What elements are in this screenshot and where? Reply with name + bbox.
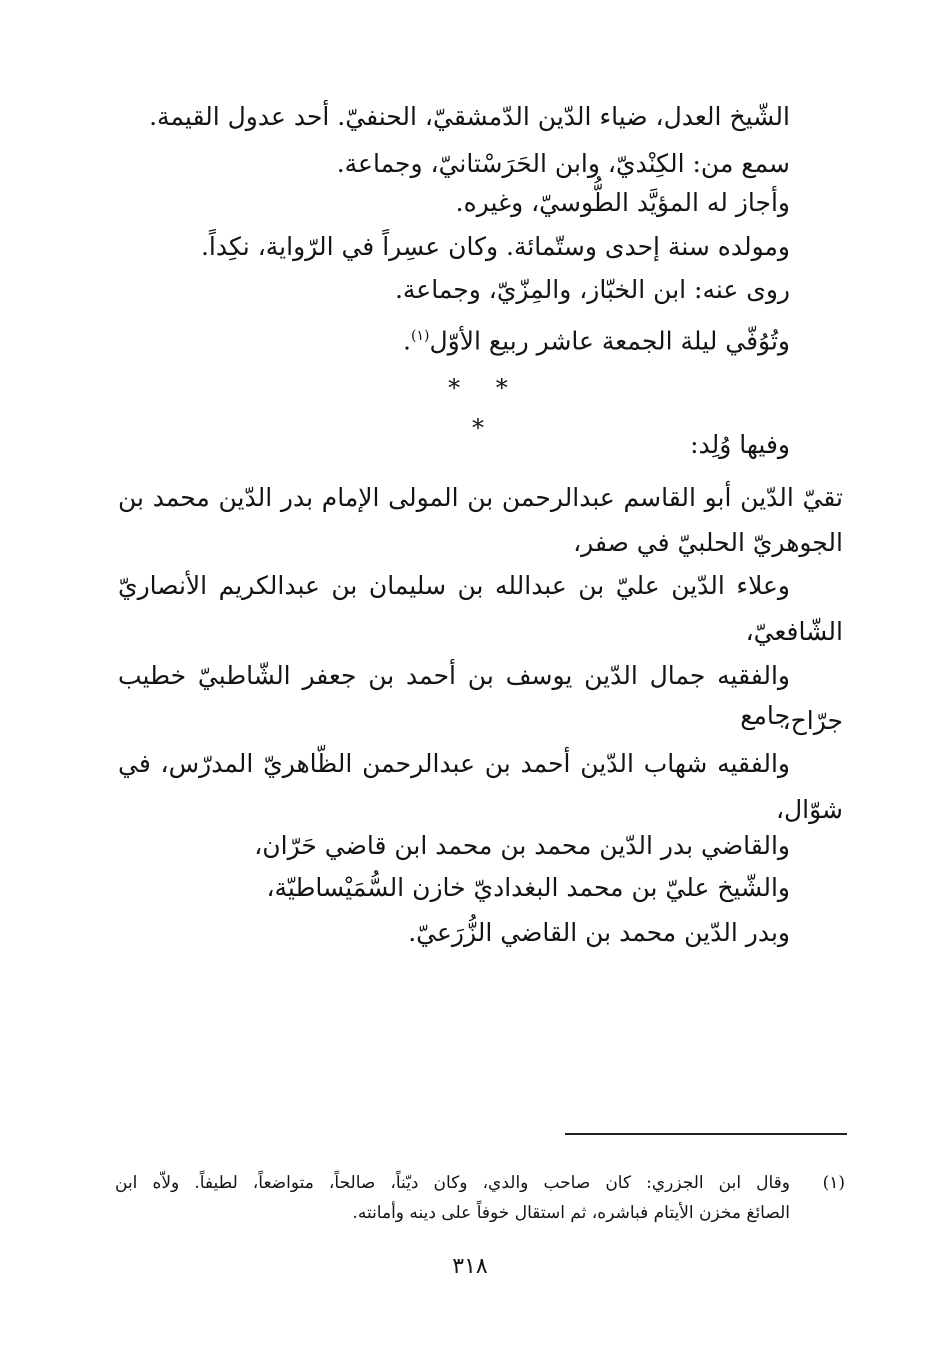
births-heading: وفيها وُلِد: — [690, 430, 790, 459]
entry-line-4: ومولده سنة إحدى وستّمائة. وكان عسِراً في الرّواية، نكِداً. — [200, 232, 790, 261]
footnote-reference: (١) — [411, 328, 430, 344]
birth-item-1-line-2: الجوهريّ الحلبيّ في صفر، — [573, 528, 843, 557]
final-period: . — [403, 326, 411, 356]
footnote-line-2: الصائغ مخزن الأيتام فباشره، ثم استقال خوفاً على دينه وأمانته. — [352, 1203, 790, 1223]
birth-item-3-line-2: جرّاح، — [782, 706, 843, 735]
death-date-text: وتُوُفّي ليلة الجمعة عاشر ربيع الأوّل — [429, 326, 790, 356]
birth-item-4-line-2: شوّال، — [775, 795, 843, 824]
birth-short-line-2: والشّيخ عليّ بن محمد البغداديّ خازن السُّمَيْساطيّة، — [266, 873, 790, 902]
footnote-line-1: وقال ابن الجزري: كان صاحب والدي، وكان ديّناً، صالحاً، متواضعاً، لطيفاً. ولاّه ابن — [115, 1173, 790, 1193]
entry-line-1: الشّيخ العدل، ضياء الدّين الدّمشقيّ، الحنفيّ. أحد عدول القيمة. — [149, 102, 790, 131]
entry-line-6 — [403, 316, 790, 361]
birth-item-4-line-1: والفقيه شهاب الدّين أحمد بن عبدالرحمن الظّاهريّ المدرّس، في — [118, 749, 790, 778]
birth-item-1-line-1: تقيّ الدّين أبو القاسم عبدالرحمن بن المولى الإمام بدر الدّين محمد بن — [118, 483, 843, 512]
birth-short-line-3: وبدر الدّين محمد بن القاضي الزُّرَعيّ. — [408, 918, 790, 947]
footnote-divider — [565, 1133, 847, 1135]
entry-line-2: سمع من: الكِنْديّ، وابن الحَرَسْتانيّ، وجماعة. — [336, 149, 790, 178]
birth-item-2-line-2: الشّافعيّ، — [745, 617, 843, 646]
section-separator: * * * — [448, 374, 522, 442]
footnote-number: (١) — [822, 1173, 845, 1193]
birth-item-3-line-1: والفقيه جمال الدّين يوسف بن أحمد بن جعفر الشّاطبيّ خطيب جامع — [118, 661, 790, 730]
entry-line-3: وأجاز له المؤيَّد الطُّوسيّ، وغيره. — [455, 188, 790, 217]
page-number: ٣١٨ — [452, 1254, 488, 1279]
birth-short-line-1: والقاضي بدر الدّين محمد بن محمد ابن قاضي حَرّان، — [254, 831, 790, 860]
birth-item-2-line-1: وعلاء الدّين عليّ بن عبدالله بن سليمان بن عبدالكريم الأنصاريّ — [118, 571, 790, 600]
entry-line-5: روى عنه: ابن الخبّاز، والمِزّيّ، وجماعة. — [394, 275, 790, 304]
